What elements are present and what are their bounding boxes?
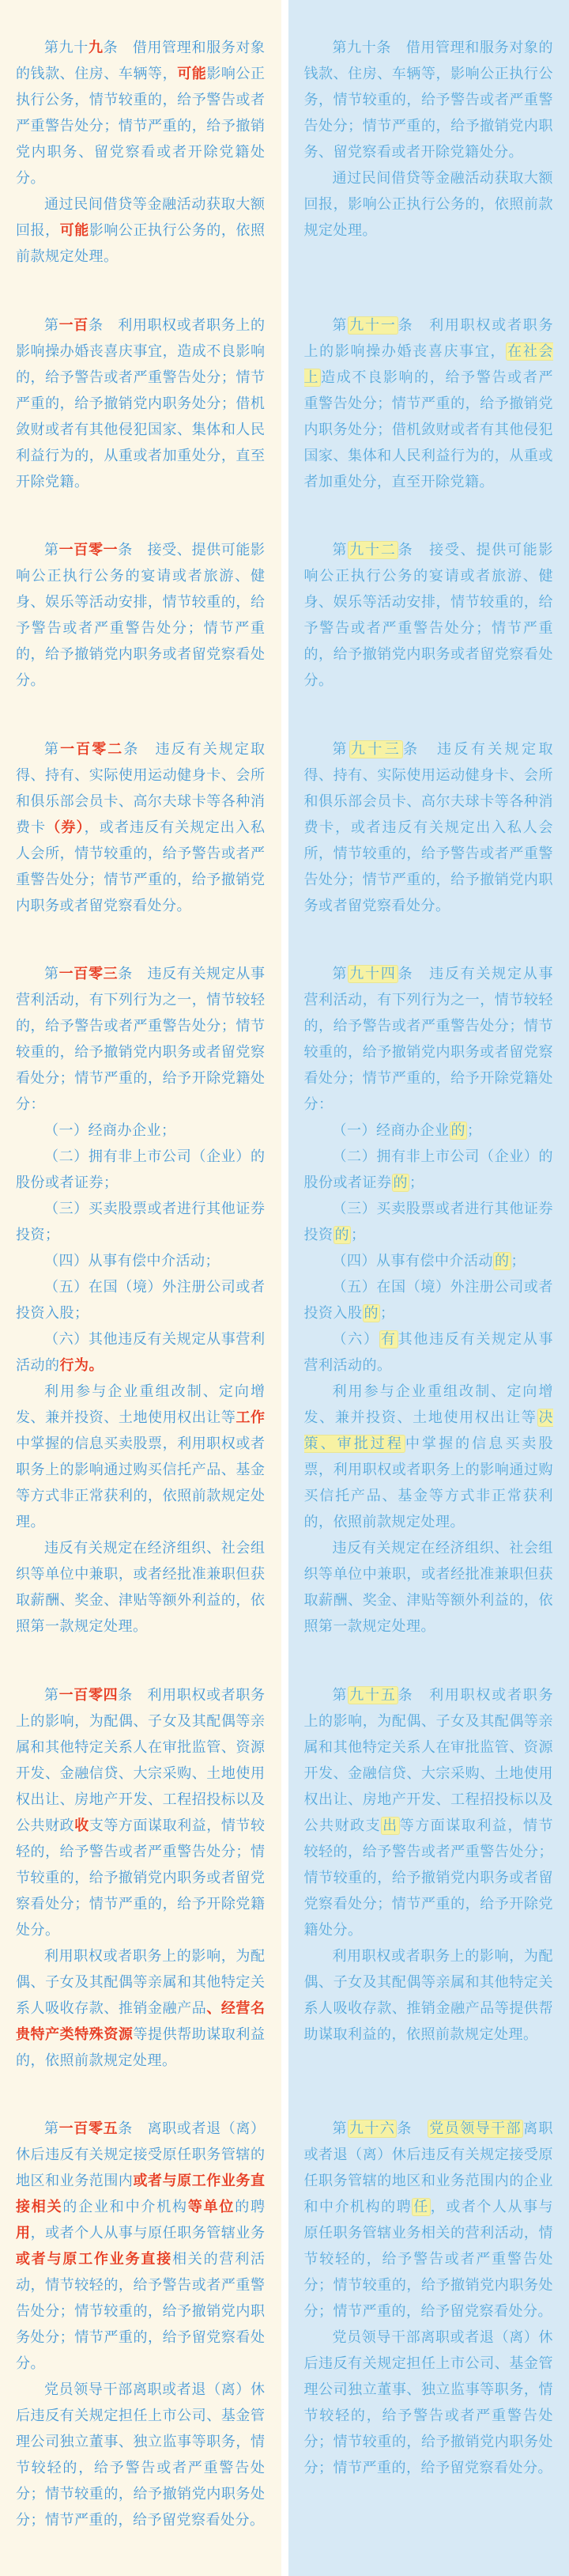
text: 离职或者退（离）休后违反有关规定接受原任职务管辖的地区和业务范围内的企业和中介机构的聘	[303, 2120, 554, 2216]
text: 第九十	[44, 40, 89, 56]
text: 等提供帮助谋取利益的，依照前款规定处理。	[16, 2026, 266, 2069]
new-version-changed-text: 任	[413, 2199, 429, 2216]
old-version-changed-text: 、经营名贵特产类特殊资源	[16, 1999, 266, 2043]
text: 第	[332, 966, 349, 983]
new-version-changed-text: 的	[495, 1253, 510, 1270]
new-version-changed-text: 九十六	[349, 2120, 396, 2138]
new-version-changed-text: 九十二	[349, 542, 397, 559]
old-version-changed-text: 一百零二	[60, 740, 124, 758]
old-version-changed-text: 一百	[58, 316, 89, 334]
paragraph	[16, 1379, 266, 1535]
text: （六）其他违反有关规定从事营利活动的	[16, 1331, 266, 1375]
old-version-changed-text: 用	[16, 2225, 31, 2242]
text: 条 利用职权或者职务上的影响操办婚丧喜庆事宜，	[303, 316, 554, 360]
text: 条 离职或者退（离）休后违反有关规定接受原任职务管辖的地区和业务范围内	[16, 2120, 266, 2190]
text: 第	[332, 542, 349, 559]
new-version-article-2	[288, 312, 569, 538]
text: 条 利用职权或者职务上的影响，为配偶、子女及其配偶等亲属和其他特定关系人在审批监管、资源开发、金融信贷、大宗采购、土地使用权出让、房地产开发、工程招投标以及公共财政支	[303, 1686, 554, 1834]
column-gutter	[281, 312, 288, 538]
text: 违反有关规定在经济组织、社会组织等单位中兼职，或者经批准兼职但获取薪酬、奖金、津贴等额外利益的，依照第一款规定处理。	[303, 1540, 553, 1636]
text: 支等方面谋取利益，情节较轻的，给予警告或者严重警告处分；情节较重的，给予撤销党内职务或者留党察看处分；情节严重的，给予开除党籍处分。	[16, 1817, 266, 1939]
text: 影响公正执行公务的，依照前款规定处理。	[16, 222, 266, 265]
text: （三）买卖股票或者进行其他证券投资	[303, 1201, 553, 1244]
text: 第	[44, 2120, 59, 2138]
paragraph	[16, 1682, 266, 1943]
new-version-changed-text: 九十四	[349, 966, 397, 983]
new-version-changed-text: 的	[334, 1227, 349, 1244]
column-gutter	[281, 537, 288, 736]
text: 条 违反有关规定取得、持有、实际使用运动健身卡、会所和俱乐部会员卡、高尔夫球卡等各种消费卡，或者违反有关规定出入私人会所，情节较重的，给予警告或者严重警告处分；情节严重的，给予撤销党内职务或者留党察看处分。	[303, 740, 554, 914]
text: （二）拥有非上市公司（企业）的股份或者证券	[303, 1148, 553, 1192]
paragraph	[16, 312, 266, 495]
paragraph	[16, 736, 266, 919]
text: 第	[44, 316, 59, 334]
paragraph	[304, 1248, 554, 1274]
column-gutter	[281, 1682, 288, 2116]
paragraph	[304, 1379, 554, 1535]
text: 第	[44, 1686, 59, 1704]
new-version-changed-text: 九十一	[349, 316, 397, 334]
text: 第	[44, 740, 61, 758]
old-version-changed-text: 行为。	[59, 1357, 104, 1375]
old-version-changed-text: 九	[88, 40, 104, 56]
new-version-changed-text: 九十五	[349, 1686, 397, 1704]
new-version-changed-text: 的	[364, 1305, 379, 1322]
new-version-changed-text: 的	[393, 1175, 408, 1192]
text: （一）经商办企业	[332, 1122, 450, 1140]
text: （五）在国（境）外注册公司或者投资入股	[303, 1279, 553, 1322]
text: 的聘	[235, 2199, 266, 2216]
text: ；	[409, 1175, 424, 1192]
paragraph	[16, 1248, 266, 1274]
old-version-changed-text: 一百零三	[58, 966, 119, 983]
old-version-changed-text: 一百零一	[58, 542, 119, 559]
text: 利用职权或者职务上的影响，为配偶、子女及其配偶等亲属和其他特定关系人吸收存款、推销金融产品等提供帮助谋取利益的，依照前款规定处理。	[303, 1947, 553, 2043]
text: 条 接受、提供可能影响公正执行公务的宴请或者旅游、健身、娱乐等活动安排，情节较重的，给予警告或者严重警告处分；情节严重的，给予撤销党内职务或者留党察看处分。	[303, 542, 554, 690]
new-version-article-4	[288, 736, 569, 962]
paragraph	[16, 1535, 266, 1640]
text: ，或者个人从事与原任职务管辖业务相关的营利活动，情节较轻的，给予警告或者严重警告处分；情节较重的，给予撤销党内职务处分；情节严重的，给予留党察看处分。	[303, 2199, 554, 2321]
paragraph	[304, 312, 554, 495]
new-version-article-5	[288, 961, 569, 1682]
text: 利用参与企业重组改制、定向增发、兼并投资、土地使用权出让等	[16, 1383, 266, 1427]
text: （二）拥有非上市公司（企业）的股份或者证券；	[16, 1148, 266, 1192]
paragraph	[16, 537, 266, 694]
text: 造成不良影响的，给予警告或者严重警告处分；情节严重的，给予撤销党内职务处分；借机敛财或者有其他侵犯国家、集体和人民利益行为的，从重或者加重处分，直至开除党籍。	[303, 369, 554, 490]
old-version-article-5	[0, 961, 281, 1682]
paragraph	[304, 961, 554, 1118]
text: 影响公正执行公务，情节较重的，给予警告或者严重警告处分；情节严重的，给予撤销党内职务、留党察看或者开除党籍处分。	[16, 66, 266, 187]
paragraph	[16, 1118, 266, 1144]
old-version-changed-text: 或者与原工作业务直接	[16, 2251, 172, 2268]
paragraph	[16, 191, 266, 270]
new-version-changed-text: 有	[380, 1331, 397, 1349]
paragraph	[16, 2377, 266, 2533]
paragraph	[304, 165, 554, 244]
paragraph	[16, 1144, 266, 1196]
old-version-changed-text: （券）	[46, 819, 85, 836]
text: 的企业和中介机构	[62, 2199, 188, 2216]
text: 条 利用职权或者职务上的影响操办婚丧喜庆事宜，造成不良影响的，给予警告或者严重警告处分；情节严重的，给予撤销党内职务处分；借机敛财或者有其他侵犯国家、集体和人民利益行为的，从重或者加重处分，直至开除党籍。	[16, 316, 266, 490]
text: ；	[351, 1227, 366, 1244]
text: 通过民间借贷等金融活动获取大额回报，	[16, 196, 266, 239]
text: 条 借用管理和服务对象的钱款、住房、车辆等，	[16, 40, 266, 82]
text: 利用参与企业重组改制、定向增发、兼并投资、土地使用权出让等	[303, 1383, 553, 1427]
paragraph	[16, 961, 266, 1118]
text: （五）在国（境）外注册公司或者投资入股；	[16, 1279, 266, 1322]
new-version-changed-text: 出	[382, 1817, 398, 1834]
paragraph	[304, 2324, 554, 2481]
old-version-changed-text: 或者与原工作业务直接相关	[16, 2173, 266, 2216]
new-version-changed-text: 决策、审批过程	[303, 1409, 553, 1453]
new-version-changed-text: 九十三	[350, 740, 402, 758]
text: （一）经商办企业；	[44, 1122, 176, 1140]
paragraph	[304, 736, 554, 919]
paragraph	[304, 1144, 554, 1196]
text: 中掌握的信息买卖股票，利用职权或者职务上的影响通过购买信托产品、基金等方式非正常获利的，依照前款规定处理。	[16, 1436, 266, 1531]
paragraph	[304, 1326, 554, 1379]
paragraph	[16, 35, 266, 191]
old-version-changed-text: 一百零四	[58, 1686, 119, 1704]
text: （六）	[332, 1331, 379, 1349]
old-version-article-7	[0, 2116, 281, 2576]
column-gutter	[281, 0, 288, 312]
text: 通过民间借贷等金融活动获取大额回报，影响公正执行公务的，依照前款规定处理。	[303, 170, 553, 239]
text: ，或者违反有关规定出入私人会所，情节较重的，给予警告或者严重警告处分；情节严重的，给予撤销党内职务或者留党察看处分。	[16, 819, 266, 914]
new-version-changed-text: 在社会上	[303, 342, 554, 386]
old-version-changed-text: 可能	[59, 222, 89, 239]
column-gutter	[281, 736, 288, 962]
text: 第	[332, 740, 349, 758]
text: 第	[332, 2120, 348, 2138]
paragraph	[16, 2116, 266, 2377]
text: 条 违反有关规定取得、持有、实际使用运动健身卡、会所和俱乐部会员卡、高尔夫球卡等各种消费卡	[16, 740, 266, 836]
text: 条 违反有关规定从事营利活动，有下列行为之一，情节较轻的，给予警告或者严重警告处分；情节较重的，给予撤销党内职务或者留党察看处分；情节严重的，给予开除党籍处分：	[303, 966, 554, 1114]
text: 第	[44, 966, 59, 983]
text: 第	[332, 316, 349, 334]
paragraph	[304, 1535, 554, 1640]
paragraph	[304, 2116, 554, 2324]
column-gutter	[281, 961, 288, 1682]
paragraph	[16, 1326, 266, 1379]
old-version-changed-text: 一百零五	[58, 2120, 119, 2138]
paragraph	[304, 1274, 554, 1326]
new-version-article-6	[288, 1682, 569, 2116]
text: 条 接受、提供可能影响公正执行公务的宴请或者旅游、健身、娱乐等活动安排，情节较重的，给予警告或者严重警告处分；情节严重的，给予撤销党内职务或者留党察看处分。	[16, 542, 266, 690]
text: （四）从事有偿中介活动；	[44, 1253, 220, 1270]
text: 条 利用职权或者职务上的影响，为配偶、子女及其配偶等亲属和其他特定关系人在审批监管、资源开发、金融信贷、大宗采购、土地使用权出让、房地产开发、工程招投标以及公共财政	[16, 1686, 266, 1834]
old-version-article-2	[0, 312, 281, 538]
text: （四）从事有偿中介活动	[332, 1253, 493, 1270]
text: 第	[44, 542, 59, 559]
paragraph	[304, 537, 554, 694]
text: 条	[397, 2120, 428, 2138]
old-version-changed-text: 可能	[177, 66, 207, 82]
old-version-changed-text: 工作	[236, 1409, 266, 1427]
text: 第	[332, 1686, 349, 1704]
text: ，或者个人从事与原任职务管辖业务	[30, 2225, 266, 2242]
text: 违反有关规定在经济组织、社会组织等单位中兼职，或者经批准兼职但获取薪酬、奖金、津贴等额外利益的，依照第一款规定处理。	[16, 1540, 266, 1636]
text: 第九十条 借用管理和服务对象的钱款、住房、车辆等，影响公正执行公务，情节较重的，给予警告或者严重警告处分；情节严重的，给予撤销党内职务、留党察看或者开除党籍处分。	[303, 40, 553, 161]
text: 党员领导干部离职或者退（离）休后违反有关规定担任上市公司、基金管理公司独立董事、独立监事等职务，情节较轻的，给予警告或者严重警告处分；情节较重的，给予撤销党内职务处分；情节严重的，给予留党察看处分。	[303, 2329, 553, 2477]
text: 条 违反有关规定从事营利活动，有下列行为之一，情节较轻的，给予警告或者严重警告处分；情节较重的，给予撤销党内职务或者留党察看处分；情节严重的，给予开除党籍处分：	[16, 966, 266, 1114]
paragraph	[304, 35, 554, 165]
paragraph	[304, 1682, 554, 1943]
paragraph	[16, 1274, 266, 1326]
text: ；	[380, 1305, 395, 1322]
text: 党员领导干部离职或者退（离）休后违反有关规定担任上市公司、基金管理公司独立董事、独立监事等职务，情节较轻的，给予警告或者严重警告处分；情节较重的，给予撤销党内职务处分；情节严重的，给予留党察看处分。	[16, 2381, 266, 2529]
old-version-article-1	[0, 0, 281, 312]
text: 中掌握的信息买卖股票，利用职权或者职务上的影响通过购买信托产品、基金等方式非正常获利的，依照前款规定处理。	[303, 1436, 554, 1531]
old-version-article-4	[0, 736, 281, 962]
new-version-changed-text: 党员领导干部	[429, 2120, 522, 2138]
text: （三）买卖股票或者进行其他证券投资；	[16, 1201, 266, 1244]
paragraph	[16, 1943, 266, 2074]
text: 相关的营利活动，情节较轻的，给予警告或者严重警告处分；情节较重的，给予撤销党内职务处分；情节严重的，给予留党察看处分。	[16, 2251, 266, 2373]
text: 利用职权或者职务上的影响，为配偶、子女及其配偶等亲属和其他特定关系人吸收存款、推销金融产品	[16, 1947, 266, 2017]
new-version-article-7	[288, 2116, 569, 2576]
new-version-article-3	[288, 537, 569, 736]
new-version-changed-text: 的	[450, 1122, 465, 1140]
text: 等方面谋取利益，情节较轻的，给予警告或者严重警告处分；情节较重的，给予撤销党内职务或者留党察看处分；情节严重的，给予开除党籍处分。	[303, 1817, 554, 1939]
paragraph	[304, 1118, 554, 1144]
paragraph	[304, 1196, 554, 1248]
old-version-changed-text: 等单位	[187, 2199, 236, 2216]
old-version-article-6	[0, 1682, 281, 2116]
old-version-changed-text: 收	[74, 1817, 89, 1834]
text: 其他违反有关规定从事营利活动的。	[303, 1331, 554, 1375]
text: ；	[467, 1122, 482, 1140]
text: ；	[511, 1253, 526, 1270]
column-gutter	[281, 2116, 288, 2576]
paragraph	[304, 1943, 554, 2048]
paragraph	[16, 1196, 266, 1248]
old-version-article-3	[0, 537, 281, 736]
new-version-article-1	[288, 0, 569, 312]
